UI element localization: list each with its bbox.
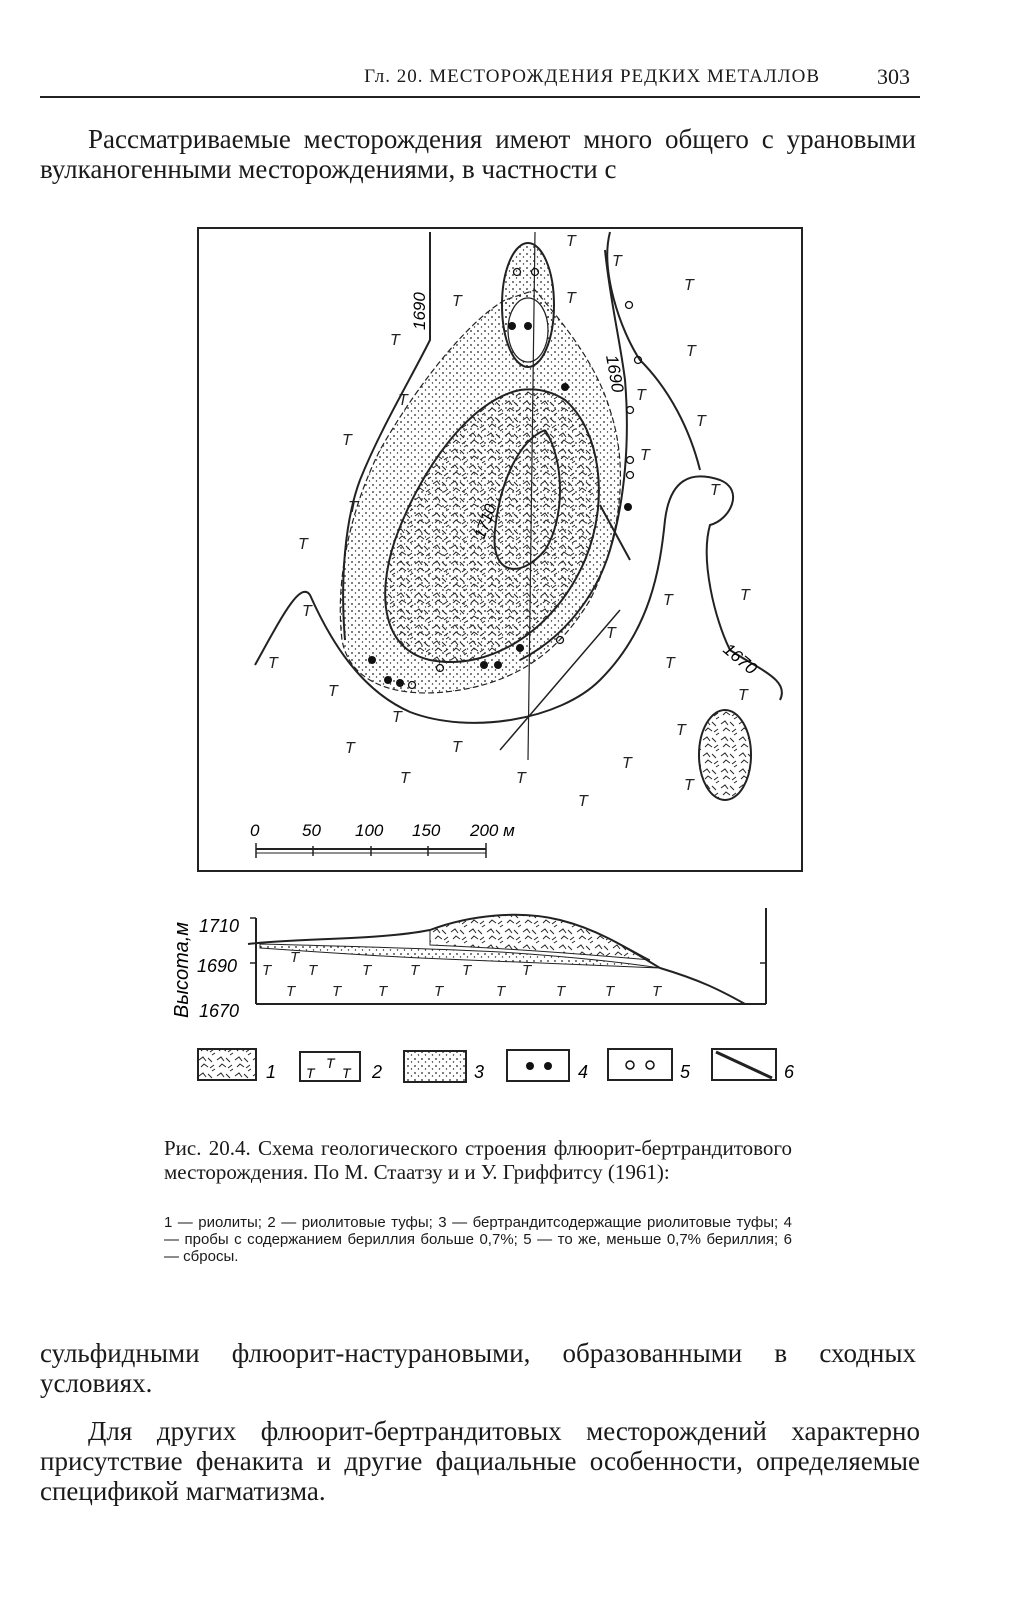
scale-50: 50 (302, 821, 321, 840)
cross-section (171, 908, 766, 1021)
legend-6: 6 (784, 1062, 795, 1082)
legend-1: 1 (266, 1062, 277, 1082)
legend-3: 3 (474, 1062, 485, 1082)
svg-text:T: T (378, 983, 388, 1000)
svg-text:T: T (306, 1065, 315, 1081)
profile-ylabel: Высота,м (171, 921, 193, 1018)
svg-text:T: T (622, 755, 632, 772)
paragraph-next: Для других флюорит-бертрандитовых месторождений характерно присутствие фенакита и другие фациальные особенности, определяемые спецификой магматизма. (40, 1416, 920, 1506)
svg-text:T: T (684, 777, 694, 794)
svg-text:T: T (298, 536, 308, 553)
svg-text:T: T (652, 983, 662, 1000)
svg-text:T: T (332, 983, 342, 1000)
svg-text:T: T (342, 432, 352, 449)
svg-text:T: T (452, 293, 462, 310)
label-1690-west: 1690 (410, 292, 429, 330)
running-title: Гл. 20. МЕСТОРОЖДЕНИЯ РЕДКИХ МЕТАЛЛОВ (364, 66, 820, 87)
legend-box-4 (507, 1050, 569, 1081)
legend-5: 5 (680, 1062, 691, 1082)
svg-text:T: T (676, 722, 686, 739)
svg-text:T: T (612, 253, 622, 270)
svg-text:T: T (578, 793, 588, 810)
svg-text:T: T (640, 447, 650, 464)
svg-text:T: T (342, 1065, 351, 1081)
svg-text:T: T (308, 962, 318, 979)
label-1690-east: 1690 (602, 353, 628, 394)
scale-bar (250, 821, 515, 858)
scale-150: 150 (412, 821, 441, 840)
svg-text:T: T (566, 233, 576, 250)
svg-text:T: T (605, 983, 615, 1000)
svg-text:T: T (268, 655, 278, 672)
svg-text:T: T (665, 655, 675, 672)
svg-text:T: T (566, 290, 576, 307)
profile-1690: 1690 (197, 956, 238, 976)
svg-text:T: T (392, 709, 402, 726)
svg-text:T: T (400, 770, 410, 787)
legend-4: 4 (578, 1062, 589, 1082)
label-1710: 1710 (471, 502, 500, 542)
svg-text:T: T (738, 687, 748, 704)
svg-text:T: T (434, 983, 444, 1000)
figure-caption: Рис. 20.4. Схема геологического строения флюорит-бертрандитового месторождения. По М. Стаатзу и и У. Гриффитсу (1961): (164, 1136, 792, 1184)
svg-text:T: T (696, 413, 706, 430)
svg-text:T: T (686, 343, 696, 360)
svg-text:T: T (684, 277, 694, 294)
svg-text:T: T (740, 587, 750, 604)
page-number: 303 (877, 64, 910, 89)
svg-text:T: T (290, 949, 300, 966)
svg-text:T: T (556, 983, 566, 1000)
svg-text:T: T (326, 1055, 335, 1071)
svg-text:T: T (410, 962, 420, 979)
svg-text:T: T (328, 683, 338, 700)
svg-text:T: T (262, 962, 272, 979)
svg-text:T: T (516, 770, 526, 787)
svg-text:T: T (345, 740, 355, 757)
svg-text:T: T (606, 625, 616, 642)
svg-text:T: T (636, 387, 646, 404)
legend-box-1 (198, 1049, 256, 1080)
svg-text:T: T (452, 739, 462, 756)
svg-text:T: T (362, 962, 372, 979)
svg-text:T: T (348, 499, 358, 516)
legend (198, 1049, 795, 1082)
svg-text:T: T (302, 603, 312, 620)
profile-1710: 1710 (199, 916, 240, 936)
scale-200: 200 м (470, 821, 515, 840)
svg-text:T: T (710, 482, 720, 499)
svg-text:T: T (390, 332, 400, 349)
east-body (699, 710, 751, 800)
legend-box-3 (404, 1051, 466, 1082)
svg-text:T: T (398, 392, 408, 409)
svg-text:T: T (496, 983, 506, 1000)
paragraph-continue: сульфидными флюорит-настурановыми, образованными в сходных условиях. (40, 1338, 916, 1398)
svg-text:T: T (286, 983, 296, 1000)
legend-2: 2 (372, 1062, 383, 1082)
svg-text:T: T (522, 962, 532, 979)
paragraph-top: Рассматриваемые месторождения имеют много общего с урановыми вулканогенными месторождениями, в частности с (40, 124, 916, 184)
figure-legend-text: 1 — риолиты; 2 — риолитовые туфы; 3 — бертрандитсодержащие риолитовые туфы; 4 — пробы с содержанием бериллия больше 0,7%; 5 — то же, меньше 0,7% бериллия; 6 — сбросы. (164, 1214, 792, 1265)
label-1670: 1670 (719, 639, 761, 679)
svg-text:T: T (663, 592, 673, 609)
profile-1670: 1670 (199, 1001, 240, 1021)
scale-0: 0 (250, 821, 260, 840)
scale-100: 100 (355, 821, 384, 840)
legend-box-5 (608, 1049, 672, 1080)
svg-text:T: T (462, 962, 472, 979)
